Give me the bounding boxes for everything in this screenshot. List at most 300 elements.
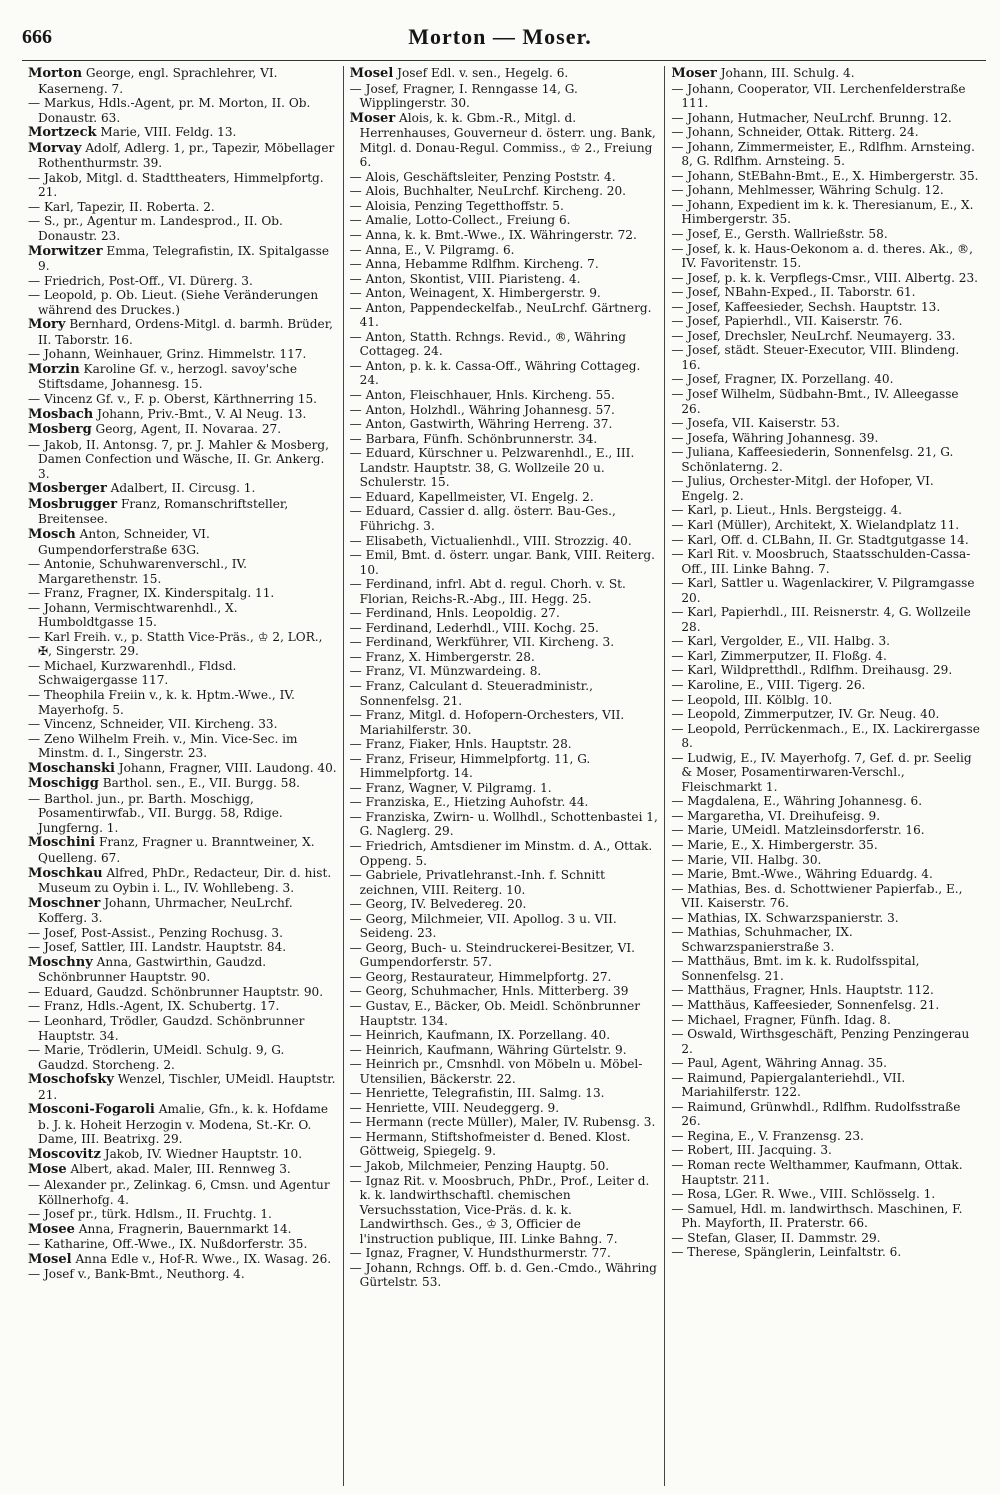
entry-text: — Franz, Fiaker, Hnls. Hauptstr. 28. — [349, 737, 572, 752]
entry-text: Karoline Gf. v., herzogl. savoy'sche Stiftsdame, Johannesg. 15. — [38, 361, 297, 392]
entry-text: — Franz, X. Himbergerstr. 28. — [349, 649, 535, 664]
directory-entry — [671, 1056, 980, 1071]
entry-text: — Johann, Hutmacher, NeuLrchf. Brunng. 12. — [671, 110, 952, 125]
directory-entry — [28, 1072, 337, 1102]
directory-entry — [350, 781, 659, 796]
directory-entry — [28, 1222, 337, 1238]
entry-text: — Josef, städt. Steuer-Executor, VIII. Blindeng. 16. — [671, 343, 960, 372]
entry-text: — Georg, IV. Belvedereg. 20. — [349, 897, 527, 912]
entry-text: — Franz, Wagner, V. Pilgramg. 1. — [349, 780, 552, 795]
directory-entry — [28, 732, 337, 761]
directory-entry — [671, 693, 980, 708]
entry-text: — Eduard, Cassier d. allg. österr. Bau-Ges., Führichg. 3. — [349, 504, 616, 533]
entry-surname: Moser — [671, 66, 717, 81]
entry-surname: Mosberg — [28, 422, 92, 438]
entry-text: — Josef, Post-Assist., Penzing Rochusg. 3. — [28, 925, 283, 940]
entry-text: — Franz, Hdls.-Agent, IX. Schubertg. 17. — [28, 999, 280, 1014]
entry-text: Johann, Priv.-Bmt., V. Al Neug. 13. — [97, 406, 307, 421]
entry-text: — Jakob, Mitgl. d. Stadttheaters, Himmelpfortg. 21. — [28, 170, 324, 200]
entry-text: — Georg, Schuhmacher, Hnls. Mitterberg. 39 — [349, 984, 629, 999]
entry-text: Barthol. sen., E., VII. Burgg. 58. — [102, 776, 300, 791]
entry-text: — Karl, Sattler u. Wagenlackirer, V. Pilgramgasse 20. — [671, 576, 975, 605]
entry-text: — Josefa, VII. Kaiserstr. 53. — [671, 416, 840, 431]
directory-entry — [28, 776, 337, 792]
entry-text: — Ferdinand, Werkführer, VII. Kircheng. 3. — [349, 635, 615, 650]
directory-entry — [671, 227, 980, 242]
entry-text: — Leopold, III. Kölblg. 10. — [671, 692, 833, 707]
entry-text: — Barbara, Fünfh. Schönbrunnerstr. 34. — [349, 431, 598, 446]
directory-entry — [28, 244, 337, 274]
directory-entry — [671, 1158, 980, 1187]
directory-entry — [350, 446, 659, 490]
entry-text: Anna Edle v., Hof-R. Wwe., IX. Wasag. 26. — [75, 1251, 332, 1266]
directory-entry — [350, 1086, 659, 1101]
entry-text: Franz, Fragner u. Branntweiner, X. Quelleng. 67. — [38, 835, 315, 865]
header-rule — [22, 60, 986, 61]
entry-text: — Ferdinand, Hnls. Leopoldig. 27. — [349, 606, 560, 621]
entry-text: — Johann, Zimmermeister, E., Rdlfhm. Arnsteing. 8, G. Rdlfhm. Arnsteing. 5. — [671, 139, 975, 169]
entry-text: — Leopold, Perrückenmach., E., IX. Lackirergasse 8. — [671, 721, 980, 751]
directory-entry — [350, 534, 659, 549]
directory-entry — [28, 422, 337, 438]
entry-surname: Moschny — [28, 954, 93, 970]
entry-text: — Matthäus, Bmt. im k. k. Rudolfsspital, Sonnenfelsg. 21. — [671, 954, 920, 983]
directory-entry — [671, 1013, 980, 1028]
directory-entry — [350, 228, 659, 243]
entry-text: — Eduard, Kapellmeister, VI. Engelg. 2. — [349, 489, 594, 504]
entry-text: — Antonie, Schuhwarenverschl., IV. Margarethenstr. 15. — [28, 557, 247, 586]
directory-entry — [28, 688, 337, 717]
directory-entry — [350, 577, 659, 606]
directory-entry — [671, 853, 980, 868]
directory-entry — [671, 66, 980, 82]
entry-text: — Karl, Papierhdl., III. Reisnerstr. 4, G. Wollzeile 28. — [671, 605, 971, 634]
entry-surname: Mosberger — [28, 481, 107, 497]
entry-text: — Leonhard, Trödler, Gaudzd. Schönbrunner Hauptstr. 34. — [28, 1014, 305, 1043]
entry-text: — Ferdinand, infrl. Abt d. regul. Chorh. v. St. Florian, Reichs-R.-Abg., III. Hegg. 25. — [349, 577, 626, 606]
directory-entry — [28, 1147, 337, 1163]
directory-entry — [350, 650, 659, 665]
directory-entry — [28, 659, 337, 688]
directory-entry — [671, 823, 980, 838]
entry-text: — Raimund, Grünwhdl., Rdlfhm. Rudolfsstraße 26. — [671, 1099, 961, 1129]
entry-text: — Josef, Drechsler, NeuLrchf. Neumayerg. 33. — [671, 328, 956, 343]
entry-text: — Samuel, Hdl. m. landwirthsch. Maschinen, F. Ph. Mayforth, II. Praterstr. 66. — [671, 1201, 963, 1231]
directory-entry — [28, 1237, 337, 1252]
entry-text: — Johann, Cooperator, VII. Lerchenfelderstraße 111. — [671, 81, 966, 111]
entry-text: Anna, Gastwirthin, Gaudzd. Schönbrunner Hauptstr. 90. — [38, 954, 267, 985]
entry-text: — Emil, Bmt. d. österr. ungar. Bank, VIII. Reiterg. 10. — [349, 548, 655, 577]
entry-text: Bernhard, Ordens-Mitgl. d. barmh. Brüder, II. Taborstr. 16. — [38, 317, 333, 347]
entry-text: — Karl Rit. v. Moosbruch, Staatsschulden-Cassa-Off., III. Linke Bahng. 7. — [671, 547, 971, 576]
directory-entry — [671, 634, 980, 649]
entry-text: — Karoline, E., VIII. Tigerg. 26. — [671, 677, 866, 692]
entry-surname: Moschner — [28, 895, 101, 911]
entry-text: — Karl, Vergolder, E., VII. Halbg. 3. — [671, 634, 891, 649]
directory-entry — [350, 359, 659, 388]
entry-text: — Barthol. jun., pr. Barth. Moschigg, Posamentirwfab., VII. Burgg. 58, Rdige. Jungferng. 1. — [28, 791, 283, 835]
directory-entry — [671, 1202, 980, 1231]
directory-entry — [28, 1207, 337, 1222]
entry-text: — Gabriele, Privatlehranst.-Inh. f. Schnitt zeichnen, VIII. Reiterg. 10. — [349, 868, 606, 897]
directory-entry — [28, 866, 337, 896]
entry-text: — Josef Wilhelm, Südbahn-Bmt., IV. Alleegasse 26. — [671, 387, 959, 416]
directory-entry — [671, 387, 980, 416]
entry-text: Adalbert, II. Circusg. 1. — [110, 481, 256, 496]
entry-text: — Markus, Hdls.-Agent, pr. M. Morton, II. Ob. Donaustr. 63. — [28, 96, 311, 125]
directory-entry — [28, 896, 337, 926]
entry-text: — Friedrich, Post-Off., VI. Dürerg. 3. — [28, 273, 253, 288]
entry-text: — Karl, p. Lieut., Hnls. Bergsteigg. 4. — [671, 503, 902, 518]
entry-text: Johann, Uhrmacher, NeuLrchf. Kofferg. 3. — [38, 895, 293, 926]
directory-entry — [350, 839, 659, 868]
directory-entry — [350, 868, 659, 897]
directory-entry — [350, 199, 659, 214]
entry-text: — Julius, Orchester-Mitgl. der Hofoper, VI. Engelg. 2. — [671, 474, 934, 503]
entry-text: — Josef, p. k. k. Verpflegs-Cmsr., VIII. Albertg. 23. — [671, 270, 979, 285]
entry-text: — Alois, Geschäftsleiter, Penzing Poststr. 4. — [349, 169, 616, 184]
directory-entry — [671, 300, 980, 315]
directory-entry — [671, 576, 980, 605]
entry-text: — Friedrich, Amtsdiener im Minstm. d. A., Ottak. Oppeng. 5. — [349, 838, 653, 868]
entry-text: George, engl. Sprachlehrer, VI. Kaserneng. 7. — [38, 66, 278, 96]
entry-text: — Juliana, Kaffeesiederin, Sonnenfelsg. 21, G. Schönlaterng. 2. — [671, 445, 954, 474]
entry-text: — Katharine, Off.-Wwe., IX. Nußdorferstr. 35. — [28, 1237, 308, 1252]
entry-text: — Anton, p. k. k. Cassa-Off., Währing Cottageg. 24. — [349, 358, 641, 388]
directory-entry — [28, 1043, 337, 1072]
entry-text: — Georg, Restaurateur, Himmelpfortg. 27. — [349, 969, 612, 984]
directory-entry — [350, 1115, 659, 1130]
directory-entry — [350, 1057, 659, 1086]
directory-entry — [671, 998, 980, 1013]
directory-entry — [28, 926, 337, 941]
entry-text: — Michael, Kurzwarenhdl., Fldsd. Schwaigergasse 117. — [28, 658, 237, 688]
entry-text: — Theophila Freiin v., k. k. Hptm.-Wwe., IV. Mayerhofg. 5. — [28, 687, 295, 717]
entry-surname: Moschanski — [28, 760, 115, 776]
entry-text: — Rosa, LGer. R. Wwe., VIII. Schlösselg. 1. — [671, 1187, 936, 1202]
directory-entry — [28, 630, 337, 659]
entry-surname: Mosel — [349, 66, 394, 81]
directory-entry — [671, 431, 980, 446]
directory-entry — [671, 1143, 980, 1158]
directory-entry — [671, 983, 980, 998]
entry-text: — Magdalena, E., Währing Johannesg. 6. — [671, 794, 923, 809]
directory-entry — [671, 547, 980, 576]
entry-text: — Josef, k. k. Haus-Oekonom a. d. theres. Ak., ®, IV. Favoritenstr. 15. — [671, 241, 973, 271]
directory-entry — [671, 882, 980, 911]
directory-entry — [350, 912, 659, 941]
entry-surname: Mose — [28, 1162, 67, 1178]
entry-text: — Amalie, Lotto-Collect., Freiung 6. — [349, 213, 571, 228]
directory-entry — [671, 285, 980, 300]
entry-text: Albert, akad. Maler, III. Rennweg 3. — [70, 1162, 291, 1177]
directory-entry — [671, 663, 980, 678]
directory-entry — [350, 1159, 659, 1174]
directory-entry — [350, 708, 659, 737]
entry-text: — Karl, Off. d. CLBahn, II. Gr. Stadtgutgasse 14. — [671, 532, 969, 547]
directory-entry — [671, 809, 980, 824]
directory-entry — [671, 1187, 980, 1202]
entry-text: — Johann, Vermischtwarenhdl., X. Humboldtgasse 15. — [28, 600, 238, 630]
entry-surname: Morwitzer — [28, 243, 103, 259]
directory-entry — [350, 606, 659, 621]
directory-entry — [671, 533, 980, 548]
entry-text: — Elisabeth, Victualienhdl., VIII. Strozzig. 40. — [349, 533, 632, 548]
entry-text: — Ludwig, E., IV. Mayerhofg. 7, Gef. d. pr. Seelig & Moser, Posamentirwaren-Verschl., Fleischmarkt 1. — [671, 750, 972, 794]
entry-text: — Gustav, E., Bäcker, Ob. Meidl. Schönbrunner Hauptstr. 134. — [349, 999, 641, 1028]
directory-entry — [28, 141, 337, 171]
entry-text: Alois, k. k. Gbm.-R., Mitgl. d. Herrenhauses, Gouverneur d. österr. ung. Bank, Mitgl. d. Donau-Regul. Commiss., ♔ 2., Freiung 6. — [359, 110, 656, 170]
entry-text: — Anna, Hebamme Rdlfhm. Kircheng. 7. — [349, 257, 599, 272]
directory-entry — [350, 504, 659, 533]
column-left — [22, 66, 343, 1486]
entry-text: — Franz, Fragner, IX. Kinderspitalg. 11. — [28, 586, 275, 601]
directory-entry — [671, 794, 980, 809]
entry-text: — Matthäus, Fragner, Hnls. Hauptstr. 112. — [671, 983, 934, 998]
entry-surname: Moser — [349, 110, 396, 126]
directory-entry — [350, 1043, 659, 1058]
entry-text: — Anna, E., V. Pilgramg. 6. — [349, 242, 515, 257]
directory-entry — [671, 314, 980, 329]
directory-entry — [350, 897, 659, 912]
directory-entry — [671, 183, 980, 198]
directory-entry — [350, 301, 659, 330]
entry-text: — Mathias, Schuhmacher, IX. Schwarzspanierstraße 3. — [671, 925, 853, 954]
directory-entry — [350, 1101, 659, 1116]
entry-text: — Ferdinand, Lederhdl., VIII. Kochg. 25. — [349, 620, 599, 635]
column-right — [664, 66, 986, 1486]
entry-text: — Marie, Bmt.-Wwe., Währing Eduardg. 4. — [671, 867, 933, 882]
entry-text: — Johann, Weinhauer, Grinz. Himmelstr. 117. — [28, 347, 307, 362]
directory-entry — [350, 941, 659, 970]
entry-text: — Franz, Friseur, Himmelpfortg. 11, G. Himmelpfortg. 14. — [349, 751, 591, 781]
directory-entry — [28, 481, 337, 497]
directory-entry — [671, 838, 980, 853]
entry-text: Anton, Schneider, VI. Gumpendorferstraße 63G. — [38, 526, 210, 557]
entry-text: Amalie, Gfn., k. k. Hofdame b. J. k. Hoheit Herzogin v. Modena, St.-Kr. O. Dame, III. Beatrixg. 29. — [38, 1102, 329, 1147]
directory-entry — [28, 955, 337, 985]
directory-entry — [350, 1028, 659, 1043]
entry-text: — Henriette, VIII. Neudeggerg. 9. — [349, 1100, 560, 1115]
directory-columns — [22, 66, 986, 1486]
directory-entry — [350, 752, 659, 781]
entry-text: — Karl (Müller), Architekt, X. Wielandplatz 11. — [671, 517, 960, 532]
entry-text: — Josef v., Bank-Bmt., Neuthorg. 4. — [28, 1267, 245, 1282]
directory-entry — [28, 96, 337, 125]
directory-entry — [28, 392, 337, 407]
directory-entry — [350, 257, 659, 272]
entry-text: — Josef, Fragner, I. Renngasse 14, G. Wipplingerstr. 30. — [349, 81, 578, 111]
entry-surname: Morton — [28, 66, 83, 81]
directory-entry — [28, 1252, 337, 1268]
entry-text: — Josefa, Währing Johannesg. 39. — [671, 430, 879, 445]
entry-text: Josef Edl. v. sen., Hegelg. 6. — [397, 66, 569, 80]
entry-text: — Franz, Mitgl. d. Hofopern-Orchesters, VII. Mariahilferstr. 30. — [349, 708, 625, 737]
directory-entry — [350, 66, 659, 82]
directory-entry — [28, 171, 337, 200]
entry-text: — Eduard, Gaudzd. Schönbrunner Hauptstr. 90. — [28, 984, 324, 999]
entry-text: — Karl, Wildpretthdl., Rdlfhm. Dreihausg. 29. — [671, 663, 953, 678]
directory-entry — [671, 722, 980, 751]
directory-entry — [671, 751, 980, 795]
directory-entry — [671, 1231, 980, 1246]
entry-text: — Karl, Tapezir, II. Roberta. 2. — [28, 199, 215, 214]
entry-text: Jakob, IV. Wiedner Hauptstr. 10. — [104, 1146, 303, 1161]
directory-entry — [350, 1261, 659, 1290]
entry-surname: Moschigg — [28, 776, 99, 792]
entry-text: — Eduard, Kürschner u. Pelzwarenhdl., E., III. Landstr. Hauptstr. 38, G. Wollzeile 20 u. Schulerstr. 15. — [349, 446, 635, 490]
directory-entry — [28, 1267, 337, 1282]
directory-entry — [350, 82, 659, 111]
directory-entry — [671, 242, 980, 271]
directory-entry — [28, 985, 337, 1000]
entry-surname: Moschofsky — [28, 1072, 114, 1088]
entry-text: — Heinrich, Kaufmann, IX. Porzellang. 40. — [349, 1028, 611, 1043]
entry-text: — Josef, Papierhdl., VII. Kaiserstr. 76. — [671, 314, 903, 329]
entry-text: Alfred, PhDr., Redacteur, Dir. d. hist. Museum zu Oybin i. L., IV. Wohllebeng. 3. — [38, 865, 332, 896]
directory-entry — [350, 810, 659, 839]
directory-entry — [28, 940, 337, 955]
directory-entry — [671, 1027, 980, 1056]
entry-text: Marie, VIII. Feldg. 13. — [100, 125, 237, 140]
directory-entry — [350, 737, 659, 752]
directory-entry — [350, 213, 659, 228]
entry-text: — Roman recte Welthammer, Kaufmann, Ottak. Hauptstr. 211. — [671, 1158, 963, 1187]
directory-entry — [28, 274, 337, 289]
directory-entry — [28, 586, 337, 601]
entry-text: — Heinrich, Kaufmann, Währing Gürtelstr. 9. — [349, 1042, 627, 1057]
directory-entry — [28, 362, 337, 392]
directory-entry — [350, 1130, 659, 1159]
entry-surname: Morzin — [28, 361, 80, 377]
directory-entry — [671, 649, 980, 664]
directory-entry — [671, 474, 980, 503]
entry-text: — Marie, UMeidl. Matzleinsdorferstr. 16. — [671, 823, 925, 838]
directory-entry — [671, 678, 980, 693]
entry-text: — Marie, VII. Halbg. 30. — [671, 852, 822, 867]
directory-entry — [350, 432, 659, 447]
entry-surname: Morvay — [28, 140, 82, 156]
directory-entry — [671, 343, 980, 372]
directory-entry — [671, 605, 980, 634]
entry-text: — Josef, NBahn-Exped., II. Taborstr. 61. — [671, 285, 916, 300]
entry-surname: Mosel — [28, 1251, 72, 1267]
entry-text: — Anton, Gastwirth, Währing Herreng. 37. — [349, 417, 613, 432]
directory-entry — [28, 200, 337, 215]
entry-text: — Josef pr., türk. Hdlsm., II. Fruchtg. 1. — [28, 1207, 272, 1222]
entry-text: — Paul, Agent, Währing Annag. 35. — [671, 1056, 887, 1071]
entry-text: Franz, Romanschriftsteller, Breitensee. — [38, 496, 289, 527]
entry-text: — Hermann (recte Müller), Maler, IV. Rubensg. 3. — [349, 1115, 656, 1130]
entry-text: — Ignaz, Fragner, V. Hundsthurmerstr. 77. — [349, 1246, 611, 1261]
directory-entry — [28, 214, 337, 243]
entry-text: — Franziska, E., Hietzing Auhofstr. 44. — [349, 795, 589, 810]
entry-surname: Moschini — [28, 835, 96, 851]
directory-entry — [671, 1071, 980, 1100]
directory-entry — [671, 169, 980, 184]
directory-entry — [350, 999, 659, 1028]
directory-entry — [350, 795, 659, 810]
directory-entry — [350, 417, 659, 432]
directory-entry — [28, 317, 337, 347]
entry-text: — Josef, Fragner, IX. Porzellang. 40. — [671, 372, 894, 387]
entry-text: — Anton, Weinagent, X. Himbergerstr. 9. — [349, 286, 601, 301]
directory-entry — [28, 497, 337, 527]
entry-text: Wenzel, Tischler, UMeidl. Hauptstr. 21. — [38, 1072, 336, 1102]
entry-surname: Moschkau — [28, 865, 103, 881]
entry-surname: Mosch — [28, 526, 76, 542]
entry-text: — Henriette, Telegrafistin, III. Salmg. 13. — [349, 1086, 605, 1101]
directory-entry — [350, 621, 659, 636]
entry-text: — Johann, Schneider, Ottak. Ritterg. 24. — [671, 125, 919, 140]
directory-entry — [350, 330, 659, 359]
entry-text: Adolf, Adlerg. 1, pr., Tapezir, Möbellager Rothenthurmstr. 39. — [38, 140, 335, 171]
entry-text: — Alois, Buchhalter, NeuLrchf. Kircheng. 20. — [349, 184, 627, 199]
entry-text: Emma, Telegrafistin, IX. Spitalgasse 9. — [38, 243, 330, 274]
directory-entry — [671, 198, 980, 227]
directory-entry — [28, 1162, 337, 1178]
entry-text: — Leopold, Zimmerputzer, IV. Gr. Neug. 40. — [671, 707, 940, 722]
entry-surname: Mortzeck — [28, 125, 97, 141]
directory-entry — [350, 679, 659, 708]
directory-entry — [28, 407, 337, 423]
entry-text: — Therese, Spänglerin, Leinfaltstr. 6. — [671, 1245, 902, 1260]
directory-entry — [671, 925, 980, 954]
directory-entry — [350, 111, 659, 170]
directory-entry — [350, 170, 659, 185]
directory-entry — [350, 243, 659, 258]
directory-entry — [28, 792, 337, 836]
entry-surname: Mosconi-Fogaroli — [28, 1102, 155, 1118]
directory-entry — [671, 911, 980, 926]
directory-entry — [28, 717, 337, 732]
directory-entry — [28, 347, 337, 362]
entry-text: — Franz, VI. Münzwardeing. 8. — [349, 664, 542, 679]
entry-text: — Regina, E., V. Franzensg. 23. — [671, 1128, 864, 1143]
directory-entry — [671, 954, 980, 983]
directory-entry — [28, 125, 337, 141]
directory-entry — [671, 518, 980, 533]
directory-entry — [28, 1178, 337, 1207]
entry-text: — Vincenz Gf. v., F. p. Oberst, Kärthnerring 15. — [28, 392, 318, 407]
directory-entry — [671, 271, 980, 286]
directory-entry — [671, 329, 980, 344]
entry-text: — Leopold, p. Ob. Lieut. (Siehe Veränderungen während des Druckes.) — [28, 288, 319, 317]
entry-surname: Mory — [28, 317, 66, 333]
entry-text: — Anton, Statth. Rchngs. Revid., ®, Währing Cottageg. 24. — [349, 329, 626, 359]
entry-surname: Mosbach — [28, 406, 94, 422]
directory-entry — [28, 66, 337, 96]
entry-text: — Alexander pr., Zelinkag. 6, Cmsn. und Agentur Köllnerhofg. 4. — [28, 1178, 330, 1207]
directory-entry — [671, 1129, 980, 1144]
entry-text: — Jakob, II. Antonsg. 7, pr. J. Mahler & Mosberg, Damen Confection und Wäsche, II. Gr. Ankerg. 3. — [28, 437, 330, 481]
directory-entry — [671, 111, 980, 126]
column-middle — [343, 66, 665, 1486]
directory-entry — [350, 490, 659, 505]
entry-text: — Mathias, Bes. d. Schottwiener Papierfab., E., VII. Kaiserstr. 76. — [671, 881, 963, 911]
entry-text: — Anton, Fleischhauer, Hnls. Kircheng. 55. — [349, 388, 615, 403]
directory-entry — [350, 286, 659, 301]
entry-text: — Raimund, Papiergalanteriehdl., VII. Mariahilferstr. 122. — [671, 1070, 906, 1100]
directory-entry — [671, 416, 980, 431]
directory-entry — [28, 527, 337, 557]
entry-text: — Josef, Kaffeesieder, Sechsh. Hauptstr. 13. — [671, 299, 941, 314]
page-number: 666 — [22, 26, 52, 48]
entry-text: — Marie, E., X. Himbergerstr. 35. — [671, 837, 878, 852]
entry-text: — Stefan, Glaser, II. Dammstr. 29. — [671, 1230, 881, 1245]
entry-text: — Franziska, Zwirn- u. Wollhdl., Schottenbastei 1, G. Naglerg. 29. — [349, 809, 658, 839]
directory-entry — [671, 1245, 980, 1260]
